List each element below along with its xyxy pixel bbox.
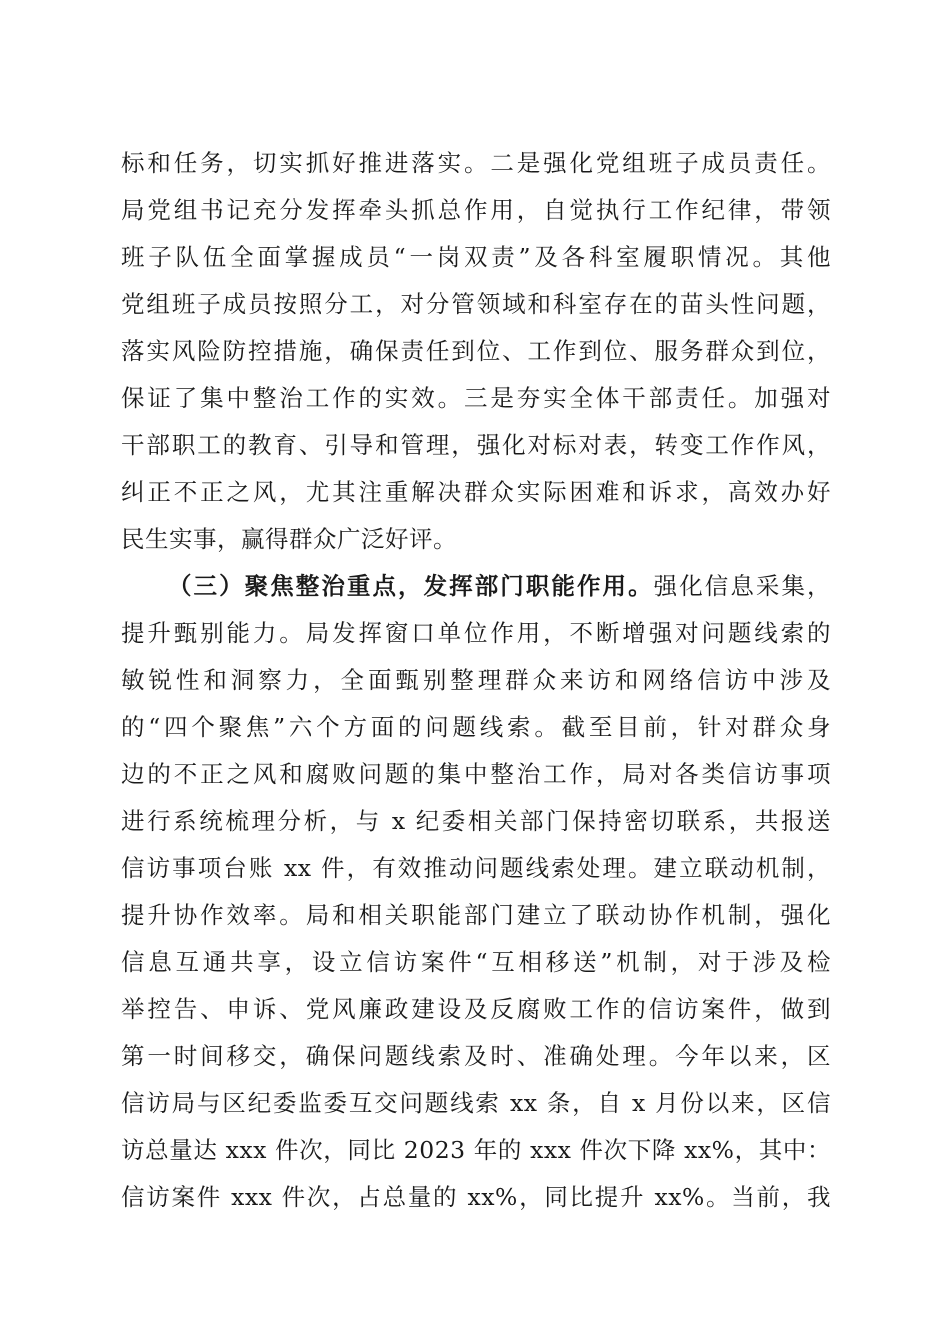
text-line: 第一时间移交，确保问题线索及时、准确处理。今年以来，区 [121, 1042, 831, 1070]
text-line: 信访案件 xxx 件次，占总量的 xx%，同比提升 xx%。当前，我 [121, 1183, 831, 1211]
text-line: 落实风险防控措施，确保责任到位、工作到位、服务群众到位， [121, 337, 831, 365]
text-line: 保证了集中整治工作的实效。三是夯实全体干部责任。加强对 [121, 384, 831, 412]
text-line: 信访局与区纪委监委互交问题线索 xx 条，自 x 月份以来，区信 [121, 1089, 831, 1117]
text-line: 信息互通共享，设立信访案件“互相移送”机制，对于涉及检 [121, 948, 831, 976]
text-line: 标和任务，切实抓好推进落实。二是强化党组班子成员责任。 [121, 149, 831, 177]
text-line: 班子队伍全面掌握成员“一岗双责”及各科室履职情况。其他 [121, 243, 831, 271]
text-line: 纠正不正之风，尤其注重解决群众实际困难和诉求，高效办好 [121, 478, 831, 506]
text-line: 民生实事，赢得群众广泛好评。 [121, 525, 457, 553]
text-line: 党组班子成员按照分工，对分管领域和科室存在的苗头性问题， [121, 290, 831, 318]
heading-line-text: 强化信息采集， [653, 572, 832, 600]
text-line: 局党组书记充分发挥牵头抓总作用，自觉执行工作纪律，带领 [121, 196, 831, 224]
text-line: 进行系统梳理分析，与 x 纪委相关部门保持密切联系，共报送 [121, 807, 831, 835]
text-line: 边的不正之风和腐败问题的集中整治工作，局对各类信访事项 [121, 760, 831, 788]
text-line: 提升甄别能力。局发挥窗口单位作用，不断增强对问题线索的 [121, 619, 831, 647]
section-heading-line [121, 563, 831, 610]
text-line: 敏锐性和洞察力，全面甄别整理群众来访和网络信访中涉及 [121, 666, 831, 694]
text-line: 干部职工的教育、引导和管理，强化对标对表，转变工作作风， [121, 431, 831, 459]
body-text [121, 140, 831, 1221]
text-line: 访总量达 xxx 件次，同比 2023 年的 xxx 件次下降 xx%，其中： [121, 1136, 831, 1164]
text-line: 提升协作效率。局和相关职能部门建立了联动协作机制，强化 [121, 901, 831, 929]
text-line: 信访事项台账 xx 件，有效推动问题线索处理。建立联动机制， [121, 854, 831, 882]
text-line: 的“四个聚焦”六个方面的问题线索。截至目前，针对群众身 [121, 713, 831, 741]
text-line: 举控告、申诉、党风廉政建设及反腐败工作的信访案件，做到 [121, 995, 831, 1023]
section-heading: （三）聚焦整治重点，发挥部门职能作用。 [168, 572, 654, 600]
